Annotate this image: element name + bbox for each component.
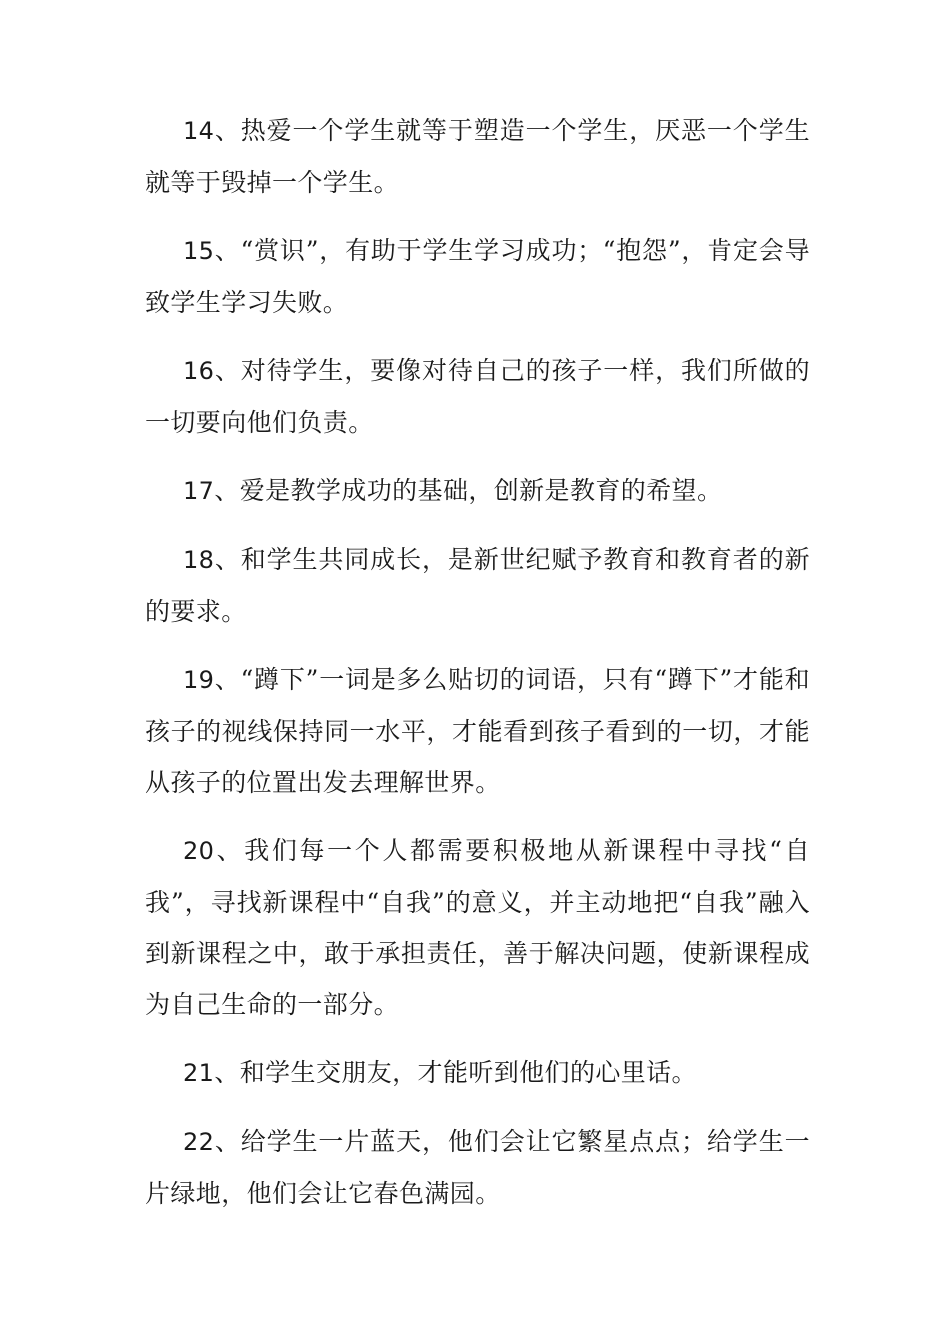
paragraph-number: 18 xyxy=(183,546,215,574)
paragraph-number: 14 xyxy=(183,117,215,145)
paragraph-15 xyxy=(145,225,810,328)
paragraph-text: 、爱是教学成功的基础，创新是教育的希望。 xyxy=(214,476,723,505)
paragraph-number: 22 xyxy=(183,1128,215,1156)
paragraph-19 xyxy=(145,654,810,808)
paragraph-22 xyxy=(145,1116,810,1219)
paragraph-20 xyxy=(145,825,810,1030)
paragraph-14 xyxy=(145,105,810,208)
paragraph-18 xyxy=(145,534,810,637)
paragraph-number: 15 xyxy=(183,237,215,265)
document-body xyxy=(145,105,810,1236)
paragraph-text: 、“赏识”，有助于学生学习成功；“抱怨”，肯定会导致学生学习失败。 xyxy=(145,236,810,317)
paragraph-number: 19 xyxy=(183,666,215,694)
paragraph-text: 、和学生共同成长，是新世纪赋予教育和教育者的新的要求。 xyxy=(145,545,810,626)
paragraph-text: 、和学生交朋友，才能听到他们的心里话。 xyxy=(214,1058,697,1087)
paragraph-16 xyxy=(145,345,810,448)
paragraph-21 xyxy=(145,1047,810,1099)
paragraph-number: 16 xyxy=(183,357,215,385)
paragraph-text: 、我们每一个人都需要积极地从新课程中寻找“自我”，寻找新课程中“自我”的意义，并主动地把“自我”融入到新课程之中，敢于承担责任，善于解决问题，使新课程成为自己生命的一部分。 xyxy=(145,836,810,1019)
paragraph-text: 、热爱一个学生就等于塑造一个学生，厌恶一个学生就等于毁掉一个学生。 xyxy=(145,116,810,197)
paragraph-text: 、给学生一片蓝天，他们会让它繁星点点；给学生一片绿地，他们会让它春色满园。 xyxy=(145,1127,810,1208)
paragraph-17 xyxy=(145,465,810,517)
paragraph-number: 20 xyxy=(183,837,215,865)
paragraph-number: 17 xyxy=(183,477,215,505)
paragraph-text: 、“蹲下”一词是多么贴切的词语，只有“蹲下”才能和孩子的视线保持同一水平，才能看到孩子看到的一切，才能从孩子的位置出发去理解世界。 xyxy=(145,665,810,797)
paragraph-text: 、对待学生，要像对待自己的孩子一样，我们所做的一切要向他们负责。 xyxy=(145,356,810,437)
paragraph-number: 21 xyxy=(183,1059,215,1087)
